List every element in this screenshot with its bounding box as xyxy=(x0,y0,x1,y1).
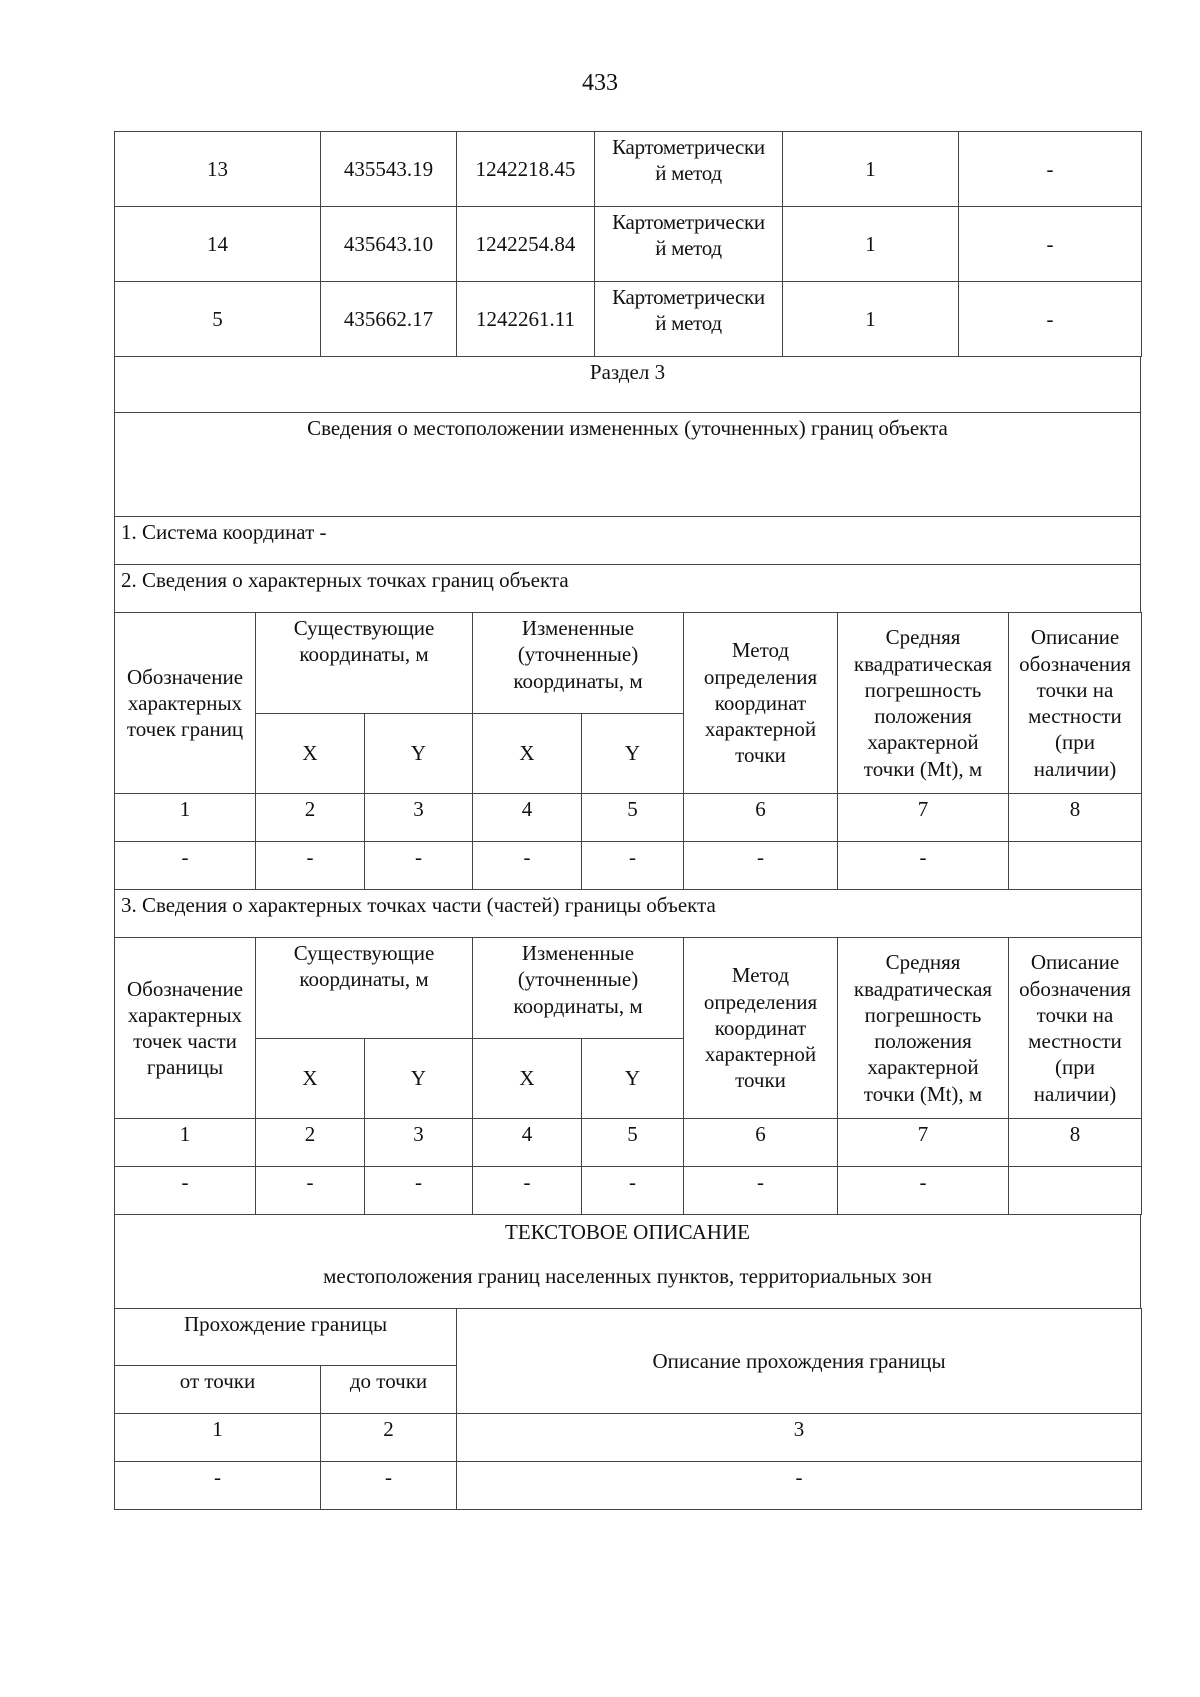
column-number: 3 xyxy=(365,1119,473,1167)
description-value: - xyxy=(959,132,1142,207)
cell: - xyxy=(582,842,684,890)
column-number: 3 xyxy=(457,1414,1142,1462)
header-existing-coordinates: Существующие координаты, м xyxy=(256,613,473,714)
y-value: 1242254.84 xyxy=(457,207,595,282)
table-row xyxy=(115,1167,1142,1215)
column-number: 2 xyxy=(256,1119,365,1167)
table-row xyxy=(115,282,1142,357)
point-number: 14 xyxy=(115,207,321,282)
section-subtitle: Сведения о местоположении измененных (уточненных) границ объекта xyxy=(115,413,1141,517)
table-row xyxy=(115,842,1142,890)
column-number: 6 xyxy=(684,794,838,842)
parts-heading: 3. Сведения о характерных точках части (частей) границы объекта xyxy=(115,890,1142,938)
column-number: 5 xyxy=(582,1119,684,1167)
cell: - xyxy=(582,1167,684,1215)
cell: - xyxy=(321,1462,457,1510)
header-y: Y xyxy=(365,714,473,794)
column-numbers-row xyxy=(115,1414,1142,1462)
header-to-point: до точки xyxy=(321,1366,457,1414)
cell: - xyxy=(473,842,582,890)
cell: - xyxy=(684,1167,838,1215)
cell: - xyxy=(838,1167,1009,1215)
cell: - xyxy=(838,842,1009,890)
header-method: Метод определения координат характерной точки xyxy=(684,938,838,1119)
method-value: Картометрически й метод xyxy=(595,207,783,282)
header-y: Y xyxy=(365,1039,473,1119)
column-number: 1 xyxy=(115,1119,256,1167)
method-value: Картометрически й метод xyxy=(595,132,783,207)
cell: - xyxy=(256,1167,365,1215)
coordinate-system: 1. Система координат - xyxy=(115,517,1141,565)
column-number: 4 xyxy=(473,794,582,842)
section-title: Раздел 3 xyxy=(115,357,1141,413)
y-value: 1242261.11 xyxy=(457,282,595,357)
cell: - xyxy=(684,842,838,890)
x-value: 435543.19 xyxy=(321,132,457,207)
boundary-passage-table xyxy=(114,1308,1142,1510)
cell: - xyxy=(457,1462,1142,1510)
table-row xyxy=(115,132,1142,207)
text-description-title: ТЕКСТОВОЕ ОПИСАНИЕ xyxy=(505,1220,750,1244)
column-number: 5 xyxy=(582,794,684,842)
coordinates-table xyxy=(114,131,1142,357)
header-point-designation: Обозначение характерных точек части границы xyxy=(115,938,256,1119)
column-number: 2 xyxy=(256,794,365,842)
page-number: 433 xyxy=(582,70,618,96)
column-numbers-row xyxy=(115,794,1142,842)
header-x: X xyxy=(256,1039,365,1119)
header-accuracy: Средняя квадратическая погрешность положения характерной точки (Mt), м xyxy=(838,613,1009,794)
cell: - xyxy=(365,1167,473,1215)
header-method: Метод определения координат характерной точки xyxy=(684,613,838,794)
header-y: Y xyxy=(582,714,684,794)
cell: - xyxy=(365,842,473,890)
header-passage-description: Описание прохождения границы xyxy=(457,1309,1142,1414)
column-number: 8 xyxy=(1009,1119,1142,1167)
header-description: Описание обозначения точки на местности (при наличии) xyxy=(1009,938,1142,1119)
x-value: 435662.17 xyxy=(321,282,457,357)
boundary-parts-table xyxy=(114,937,1142,1215)
header-existing-coordinates: Существующие координаты, м xyxy=(256,938,473,1039)
x-value: 435643.10 xyxy=(321,207,457,282)
boundary-points-table xyxy=(114,612,1142,938)
cell: - xyxy=(256,842,365,890)
column-number: 2 xyxy=(321,1414,457,1462)
accuracy-value: 1 xyxy=(783,132,959,207)
header-changed-coordinates: Измененные (уточненные) координаты, м xyxy=(473,938,684,1039)
text-description-table xyxy=(114,1214,1141,1309)
column-number: 8 xyxy=(1009,794,1142,842)
column-number: 1 xyxy=(115,794,256,842)
cell xyxy=(1009,1167,1142,1215)
table-row xyxy=(115,207,1142,282)
cell: - xyxy=(115,1167,256,1215)
method-value: Картометрически й метод xyxy=(595,282,783,357)
text-description-header xyxy=(115,1215,1141,1309)
cell: - xyxy=(473,1167,582,1215)
header-changed-coordinates: Измененные (уточненные) координаты, м xyxy=(473,613,684,714)
cell: - xyxy=(115,842,256,890)
column-numbers-row xyxy=(115,1119,1142,1167)
header-x: X xyxy=(473,714,582,794)
header-point-designation: Обозначение характерных точек границ xyxy=(115,613,256,794)
cell xyxy=(1009,842,1142,890)
column-number: 6 xyxy=(684,1119,838,1167)
header-x: X xyxy=(473,1039,582,1119)
point-number: 13 xyxy=(115,132,321,207)
header-passage: Прохождение границы xyxy=(115,1309,457,1366)
section-header-table xyxy=(114,356,1141,613)
header-description: Описание обозначения точки на местности (при наличии) xyxy=(1009,613,1142,794)
header-from-point: от точки xyxy=(115,1366,321,1414)
points-heading: 2. Сведения о характерных точках границ объекта xyxy=(115,565,1141,613)
column-number: 3 xyxy=(365,794,473,842)
description-value: - xyxy=(959,282,1142,357)
header-y: Y xyxy=(582,1039,684,1119)
column-number: 1 xyxy=(115,1414,321,1462)
column-number: 7 xyxy=(838,794,1009,842)
text-description-subtitle: местоположения границ населенных пунктов, территориальных зон xyxy=(323,1264,932,1289)
accuracy-value: 1 xyxy=(783,207,959,282)
column-number: 4 xyxy=(473,1119,582,1167)
y-value: 1242218.45 xyxy=(457,132,595,207)
header-accuracy: Средняя квадратическая погрешность положения характерной точки (Mt), м xyxy=(838,938,1009,1119)
point-number: 5 xyxy=(115,282,321,357)
description-value: - xyxy=(959,207,1142,282)
accuracy-value: 1 xyxy=(783,282,959,357)
cell: - xyxy=(115,1462,321,1510)
column-number: 7 xyxy=(838,1119,1009,1167)
header-x: X xyxy=(256,714,365,794)
table-row xyxy=(115,1462,1142,1510)
